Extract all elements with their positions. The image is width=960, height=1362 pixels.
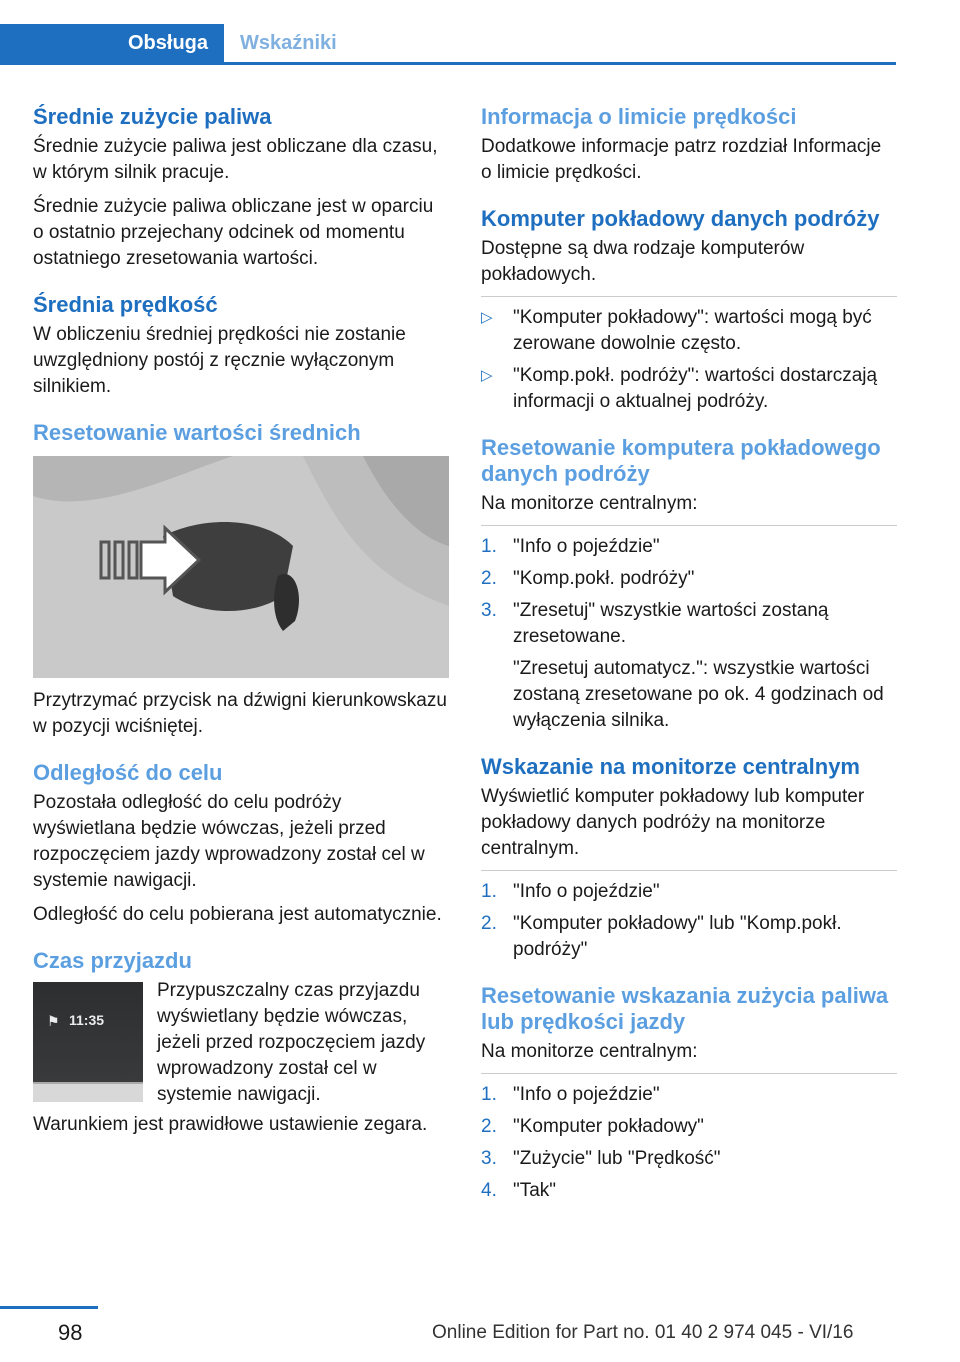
arrival-time: 11:35	[69, 1012, 105, 1028]
list-item: 2. "Komputer pokładowy" lub "Komp.pokł. podróży"	[481, 913, 842, 960]
list-item: 2. "Komp.pokł. podróży"	[481, 568, 695, 589]
turn-signal-lever-image	[33, 456, 449, 678]
arrival-time-display-image	[33, 982, 143, 1102]
paragraph: Średnie zużycie paliwa obliczane jest w oparciu o ostatnio przejechany odcinek od momentu ostatniego zresetowania wartości.	[33, 196, 434, 269]
list-item: 1. "Info o pojeździe"	[481, 881, 660, 902]
edition-text: Online Edition for Part no. 01 40 2 974 045 - VI/16	[432, 1322, 854, 1343]
page-number: 98	[58, 1320, 83, 1345]
paragraph: Wyświetlić komputer pokładowy lub komputer pokładowy danych podróży na monitorze centralnym.	[481, 786, 865, 859]
list-item: 2. "Komputer pokładowy"	[481, 1116, 704, 1137]
destination-flag-icon: ⚑	[47, 1013, 60, 1029]
section-title: Wskazanie na monitorze centralnym	[481, 754, 860, 779]
list-item: 1. "Info o pojeździe"	[481, 1084, 660, 1105]
list-item: 4. "Tak"	[481, 1180, 557, 1201]
list-item: 3. "Zużycie" lub "Prędkość"	[481, 1148, 721, 1169]
paragraph: Średnie zużycie paliwa jest obliczane dla czasu, w którym silnik pracuje.	[33, 136, 438, 183]
paragraph: Przytrzymać przycisk na dźwigni kierunkowskazu w pozycji wciśniętej.	[33, 690, 447, 737]
tab-obsluga[interactable]: Obsługa	[0, 24, 224, 62]
section-title: Odległość do celu	[33, 760, 223, 785]
footer-rule	[0, 1306, 98, 1309]
paragraph: Na monitorze centralnym:	[481, 1041, 698, 1062]
paragraph: Dodatkowe informacje patrz rozdział Informacje o limicie prędkości.	[481, 136, 882, 183]
paragraph: W obliczeniu średniej prędkości nie zostanie uwzględniony postój z ręcznie wyłączonym silnikiem.	[33, 324, 406, 397]
list-item: ▷ "Komp.pokł. podróży": wartości dostarczają informacji o aktualnej podróży.	[481, 365, 878, 412]
section-title: Resetowanie komputera pokładowego danych podróży	[481, 435, 881, 486]
section-title: Resetowanie wartości średnich	[33, 420, 361, 445]
paragraph: Przypuszczalny czas przyjazdu wyświetlany będzie wówczas, jeżeli przed rozpoczęciem jazdy wprowadzony został cel w systemie nawigacji.	[157, 980, 426, 1105]
section-title: Informacja o limicie prędkości	[481, 104, 797, 129]
list-item: 1. "Info o pojeździe"	[481, 536, 660, 557]
triangle-bullet-icon: ▷	[481, 309, 493, 326]
sub-paragraph: "Zresetuj automatycz.": wszystkie wartości zostaną zresetowane po ok. 4 godzinach od wyłączenia silnika.	[513, 658, 884, 731]
list-item: ▷ "Komputer pokładowy": wartości mogą być zerowane dowolnie często.	[481, 307, 872, 354]
section-title: Resetowanie wskazania zużycia paliwa lub prędkości jazdy	[481, 983, 889, 1034]
right-column	[481, 100, 897, 1212]
paragraph: Warunkiem jest prawidłowe ustawienie zegara.	[33, 1114, 428, 1135]
left-column	[33, 100, 449, 1146]
list-item: 3. "Zresetuj" wszystkie wartości zostaną zresetowane. "Zresetuj automatycz.": wszystkie wartości zostaną zresetowane po ok. 4 godzinach od wyłączenia silnika.	[481, 598, 897, 734]
paragraph: Pozostała odległość do celu podróży wyświetlana będzie wówczas, jeżeli przed rozpoczęciem jazdy wprowadzony został cel w systemie nawigacji.	[33, 792, 425, 891]
section-title: Komputer pokładowy danych podróży	[481, 206, 880, 231]
header-tabbar	[0, 24, 896, 65]
section-title: Średnia prędkość	[33, 292, 218, 317]
paragraph: Dostępne są dwa rodzaje komputerów pokładowych.	[481, 238, 805, 285]
paragraph: Na monitorze centralnym:	[481, 493, 698, 514]
tab-wskazniki[interactable]: Wskaźniki	[240, 32, 337, 54]
section-title: Średnie zużycie paliwa	[33, 104, 272, 129]
paragraph: Odległość do celu pobierana jest automatycznie.	[33, 904, 442, 925]
triangle-bullet-icon: ▷	[481, 367, 493, 384]
section-title: Czas przyjazdu	[33, 948, 192, 973]
